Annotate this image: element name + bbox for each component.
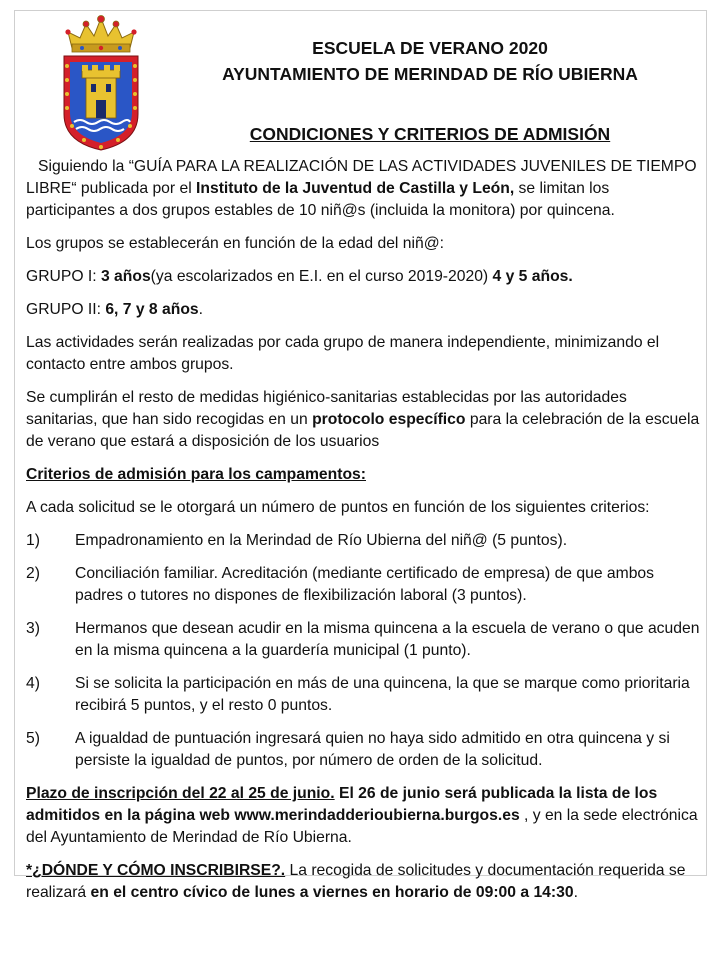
- list-item: 2) Conciliación familiar. Acreditación (mediante certificado de empresa) de que ambos padres o tutores no dispones de flexibilización laboral (3 puntos).: [26, 565, 654, 604]
- coat-of-arms-icon: [58, 14, 144, 152]
- intro-paragraph: Siguiendo la “GUÍA PARA LA REALIZACIÓN DE LAS ACTIVIDADES JUVENILES DE TIEMPO LIBRE“ publicada por el Instituto de la Juventud de Castilla y León, se limitan los participantes a dos grupos estables de 10 niñ@s (incluida la monitora) por quincena.: [26, 158, 697, 219]
- document-body: [26, 156, 702, 915]
- list-item: 5) A igualdad de puntuación ingresará quien no haya sido admitido en otra quincena y si persiste la igualdad de puntos, por número de orden de la solicitud.: [26, 730, 670, 769]
- criteria-intro: A cada solicitud se le otorgará un número de puntos en función de los siguientes criterios:: [26, 499, 650, 516]
- groups-intro: Los grupos se establecerán en función de la edad del niñ@:: [26, 235, 444, 252]
- group-two: GRUPO II: 6, 7 y 8 años.: [26, 301, 203, 318]
- activities-paragraph: Las actividades serán realizadas por cada grupo de manera independiente, minimizando el contacto entre ambos grupos.: [26, 334, 660, 373]
- section-title: CONDICIONES Y CRITERIOS DE ADMISIÓN: [249, 124, 611, 144]
- municipality-title: AYUNTAMIENTO DE MERINDAD DE RÍO UBIERNA: [222, 64, 638, 84]
- page-title: ESCUELA DE VERANO 2020: [312, 38, 548, 58]
- measures-paragraph: Se cumplirán el resto de medidas higiénico-sanitarias establecidas por las autoridades sanitarias, que han sido recogidas en un protocolo específico para la celebración de la escuela de verano que estará a disposición de los usuarios: [26, 389, 700, 450]
- criteria-list: [26, 530, 702, 772]
- list-item: 4) Si se solicita la participación en más de una quincena, la que se marque como prioritaria recibirá 5 puntos, y el resto 0 puntos.: [26, 675, 690, 714]
- group-one: GRUPO I: 3 años(ya escolarizados en E.I. en el curso 2019-2020) 4 y 5 años.: [26, 268, 573, 285]
- list-item: 1) Empadronamiento en la Merindad de Río Ubierna del niñ@ (5 puntos).: [26, 532, 568, 549]
- list-item: 3) Hermanos que desean acudir en la misma quincena a la escuela de verano o que acuden en la misma quincena a la guardería municipal (1 punto).: [26, 620, 700, 659]
- deadline-paragraph: Plazo de inscripción del 22 al 25 de junio. El 26 de junio será publicada la lista de los admitidos en la página web www.merindadderioubierna.burgos.es , y en la sede electrónica del Ayuntamiento de Merindad de Río Ubierna.: [26, 785, 698, 846]
- criteria-heading: Criterios de admisión para los campamentos:: [26, 466, 366, 483]
- where-paragraph: *¿DÓNDE Y CÓMO INSCRIBIRSE?. La recogida de solicitudes y documentación requerida se realizará en el centro cívico de lunes a viernes en horario de 09:00 a 14:30.: [26, 862, 686, 901]
